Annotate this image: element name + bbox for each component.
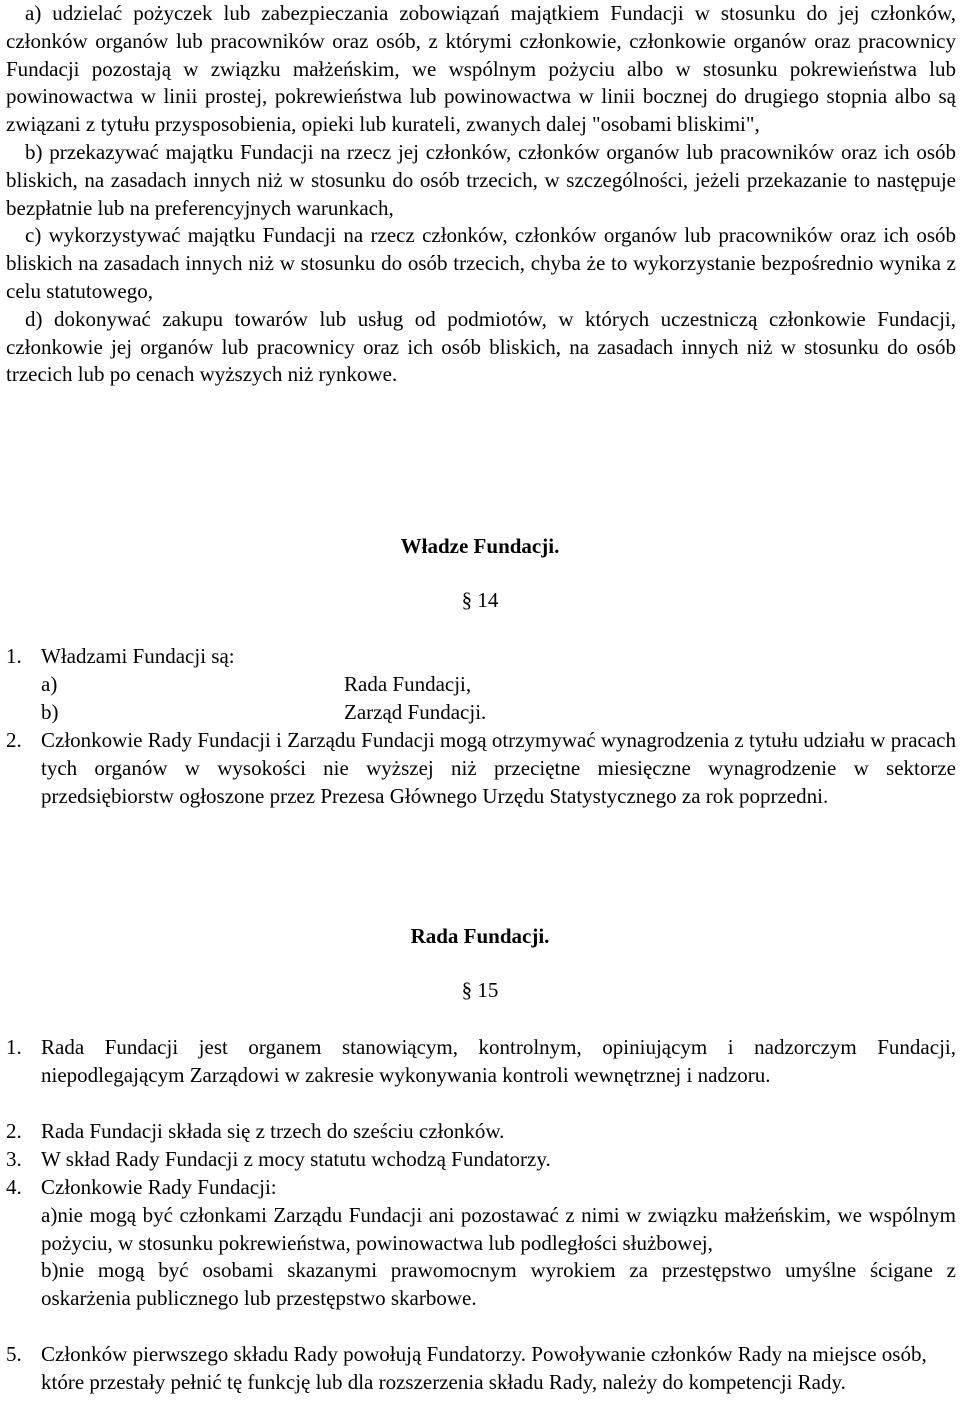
sub-item-zarzad xyxy=(6,699,956,727)
sub-item-a-text: a)nie mogą być członkami Zarządu Fundacji ani pozostawać z nimi w związku małżeńskim, we wspólnym pożyciu, w stosunku pokrewieństwa, powinowactwa lub podległości służbowej, xyxy=(41,1202,956,1255)
list-item-15-4 xyxy=(6,1174,956,1313)
paragraph-number-15: § 15 xyxy=(461,978,499,1002)
sub-item-rada xyxy=(6,671,956,699)
restrictions-list xyxy=(6,0,956,389)
item-number: 1. xyxy=(6,644,22,668)
sub-item-b-text: b)nie mogą być osobami skazanymi prawomocnym wyrokiem za przestępstwo umyślne ścigane z oskarżenia publicznego lub przestępstwo skarbowe. xyxy=(41,1258,956,1311)
list-item-14-1 xyxy=(6,643,956,671)
item-c-use: c) wykorzystywać majątku Fundacji na rzecz członków, członków organów lub pracowników oraz ich osób bliskich na zasadach innych niż w stosunku do osób trzecich, chyba że to wykorzystanie bezpośrednio wynika z celu statutowego, xyxy=(6,223,956,303)
paragraph-number-14: § 14 xyxy=(461,588,499,612)
list-item-15-3 xyxy=(6,1146,956,1174)
item-text: Członków pierwszego składu Rady powołują Fundatorzy. Powoływanie członków Rady na miejsce osób, które przestały pełnić tę funkcję lub dla rozszerzenia składu Rady, należy do kompetencji Rady. xyxy=(41,1342,927,1394)
list-item-15-2 xyxy=(6,1118,956,1146)
item-text: W skład Rady Fundacji z mocy statutu wchodzą Fundatorzy. xyxy=(41,1147,551,1171)
section-heading-rada: Rada Fundacji. xyxy=(410,924,550,948)
item-number: 5. xyxy=(6,1342,22,1366)
sub-item-label: a) xyxy=(41,672,58,696)
item-number: 3. xyxy=(6,1147,22,1171)
sub-item-label: b) xyxy=(41,700,59,724)
item-text: Członkowie Rady Fundacji i Zarządu Fundacji mogą otrzymywać wynagrodzenia z tytułu udziału w pracach tych organów w wysokości nie wyższej niż przeciętne miesięczne wynagrodzenie w sektorze przedsiębiorstw ogłoszone przez Prezesa Głównego Urzędu Statystycznego za rok poprzedni. xyxy=(41,728,956,808)
item-a-loans: a) udzielać pożyczek lub zabezpieczania zobowiązań majątkiem Fundacji w stosunku do jej członków, członków organów lub pracowników oraz osób, z którymi członkowie, członkowie organów oraz pracownicy Fundacji pozostają w związku małżeńskim, we wspólnym pożyciu albo w stosunku pokrewieństwa lub powinowactwa w linii prostej, pokrewieństwa lub powinowactwa w linii bocznej do drugiego stopnia albo są związani z tytułu przysposobienia, opieki lub kurateli, zwanych dalej "osobami bliskimi", xyxy=(6,1,956,137)
item-d-purchase: d) dokonywać zakupu towarów lub usług od podmiotów, w których uczestniczą członkowie Fundacji, członkowie jej organów lub pracownicy oraz ich osób bliskich, na zasadach innych niż w stosunku do osób trzecich lub po cenach wyższych niż rynkowe. xyxy=(6,306,956,387)
sub-item-text: Zarząd Fundacji. xyxy=(344,700,487,724)
list-item-15-1 xyxy=(6,1034,956,1090)
item-number: 1. xyxy=(6,1035,22,1059)
item-text: Władzami Fundacji są: xyxy=(41,644,235,668)
item-text: Rada Fundacji jest organem stanowiącym, kontrolnym, opiniującym i nadzorczym Fundacji, niepodlegającym Zarządowi w zakresie wykonywania kontroli wewnętrznej i nadzoru. xyxy=(41,1035,956,1087)
section-heading-wladze: Władze Fundacji. xyxy=(400,534,560,558)
sub-item-text: Rada Fundacji, xyxy=(344,672,472,696)
item-text: Członkowie Rady Fundacji: xyxy=(41,1175,277,1199)
item-text: Rada Fundacji składa się z trzech do sześciu członków. xyxy=(41,1119,505,1143)
item-number: 2. xyxy=(6,1119,22,1143)
item-b-transfer: b) przekazywać majątku Fundacji na rzecz jej członków, członków organów lub pracowników oraz ich osób bliskich, na zasadach innych niż w stosunku do osób trzecich, w szczególności, jeżeli przekazanie to następuje bezpłatnie lub na preferencyjnych warunkach, xyxy=(6,139,956,220)
item-number: 2. xyxy=(6,728,22,752)
list-item-14-2 xyxy=(6,727,956,810)
list-item-15-5 xyxy=(6,1341,956,1397)
item-number: 4. xyxy=(6,1175,22,1199)
